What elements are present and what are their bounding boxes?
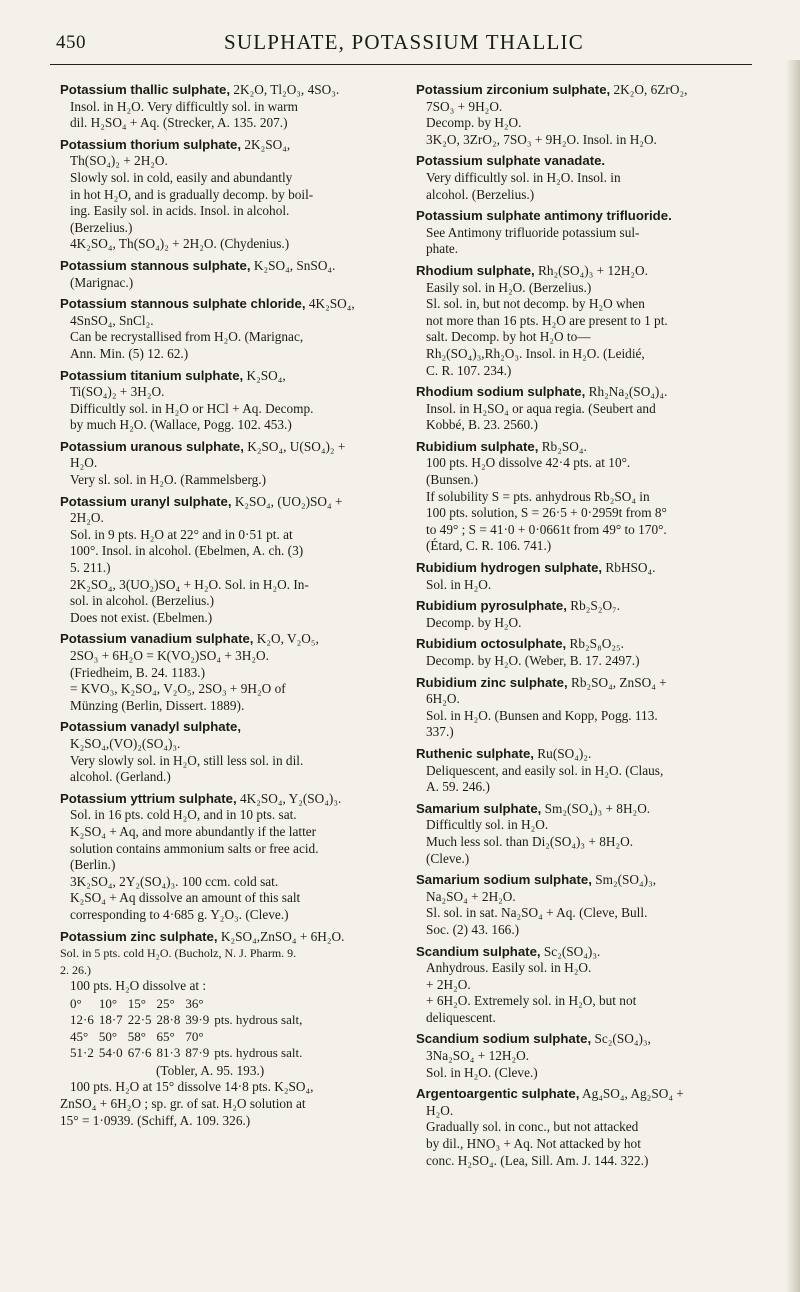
table-cell: 10° bbox=[98, 995, 118, 1011]
entry-heading: Potassium vanadyl sulphate, bbox=[60, 719, 242, 735]
entry-text-line: (Étard, C. R. 106. 741.) bbox=[426, 538, 552, 554]
dictionary-entry bbox=[416, 263, 754, 379]
entry-text-line: 100°. Insol. in alcohol. (Ebelmen, A. ch. (3) bbox=[70, 543, 304, 559]
entry-text-line: Very sl. sol. in H₂O. (Rammelsberg.) bbox=[70, 472, 267, 488]
entry-first-line bbox=[416, 1031, 754, 1048]
entry-first-line bbox=[416, 1086, 754, 1103]
entry-text-line: See Antimony trifluoride potassium sul- bbox=[426, 224, 640, 240]
entry-formula: K₂SO₄, (UO₂)SO₄ + bbox=[234, 493, 343, 509]
entry-text-line: Sl. sol. in, but not decomp. by H₂O when bbox=[426, 296, 645, 312]
entry-first-line bbox=[60, 137, 398, 154]
entry-text-line: by much H₂O. (Wallace, Pogg. 102. 453.) bbox=[70, 417, 292, 433]
entry-text-line: conc. H₂SO₄. (Lea, Sill. Am. J. 144. 322.) bbox=[426, 1152, 649, 1168]
entry-text-line: alcohol. (Gerland.) bbox=[70, 769, 171, 785]
entry-text-line: by dil., HNO₃ + Aq. Not attacked by hot bbox=[426, 1136, 641, 1152]
dictionary-entry bbox=[60, 494, 398, 627]
entry-first-line bbox=[60, 719, 398, 736]
dictionary-entry bbox=[60, 137, 398, 253]
entry-heading: Potassium zirconium sulphate, bbox=[416, 82, 611, 97]
entry-heading: Rhodium sulphate, bbox=[416, 262, 535, 278]
entry-text-line: 15° = 1·0939. (Schiff, A. 109. 326.) bbox=[60, 1112, 251, 1128]
entry-formula: K₂SO₄,ZnSO₄ + 6H₂O. bbox=[220, 928, 345, 944]
entry-text-line: alcohol. (Berzelius.) bbox=[426, 186, 535, 202]
entry-text-line: 100 pts. solution, S = 26·5 + 0·2959t from 8° bbox=[426, 505, 667, 521]
entry-first-line bbox=[416, 263, 754, 280]
entry-text-line: 3K₂SO₄, 2Y₂(SO₄)₃. 100 ccm. cold sat. bbox=[70, 873, 279, 889]
dictionary-entry bbox=[416, 82, 754, 148]
entry-text-line: C. R. 107. 234.) bbox=[426, 362, 512, 378]
entry-formula: Rb₂S₂O₇. bbox=[570, 598, 621, 614]
running-title: SULPHATE, POTASSIUM THALLIC bbox=[224, 30, 584, 54]
dictionary-entry bbox=[416, 636, 754, 669]
dictionary-entry bbox=[416, 560, 754, 593]
entry-text-line: 5. 211.) bbox=[70, 560, 111, 576]
entry-heading: Potassium uranyl sulphate, bbox=[60, 493, 232, 509]
entry-text-line: H₂O. bbox=[426, 1102, 454, 1118]
entry-text-line: phate. bbox=[426, 241, 459, 257]
entry-heading: Potassium sulphate vanadate. bbox=[416, 153, 606, 169]
entry-heading: Potassium stannous sulphate, bbox=[60, 257, 251, 273]
entry-text-line: Very difficultly sol. in H₂O. Insol. in bbox=[426, 169, 621, 185]
dictionary-entry bbox=[60, 929, 398, 1130]
entry-text-line: (Friedheim, B. 24. 1183.) bbox=[70, 664, 206, 680]
entry-text-line: 4K₂SO₄, Th(SO₄)₂ + 2H₂O. (Chydenius.) bbox=[70, 236, 290, 252]
entry-text-line: (Marignac.) bbox=[70, 274, 134, 290]
entry-text-line: K₂SO₄ + Aq dissolve an amount of this salt bbox=[70, 890, 301, 906]
entry-formula: Rb₂S₈O₂₅. bbox=[569, 636, 624, 652]
table-cell: 39·9 bbox=[185, 1012, 210, 1028]
entry-formula: 2K₂SO₄, bbox=[244, 136, 291, 152]
entry-text-line: 2H₂O. bbox=[70, 510, 104, 526]
page-edge-shadow bbox=[786, 60, 800, 1292]
page-header bbox=[56, 18, 752, 58]
entry-first-line bbox=[60, 631, 398, 648]
entry-first-line bbox=[416, 560, 754, 577]
entry-first-line bbox=[60, 368, 398, 385]
entry-text-line: to 49° ; S = 41·0 + 0·0661t from 49° to 170°. bbox=[426, 521, 667, 537]
table-cell bbox=[214, 1029, 307, 1046]
table-cell: 45° bbox=[70, 1028, 89, 1044]
table-source: (Tobler, A. 95. 193.) bbox=[156, 1062, 265, 1078]
entry-text-line: 100 pts. H₂O dissolve at : bbox=[70, 978, 207, 994]
entry-first-line bbox=[416, 944, 754, 961]
table-row bbox=[60, 1045, 307, 1062]
entry-text-line: (Bunsen.) bbox=[426, 472, 479, 488]
entry-text-line: 2K₂SO₄, 3(UO₂)SO₄ + H₂O. Sol. in H₂O. In- bbox=[70, 576, 309, 592]
entry-formula: K₂SO₄, bbox=[246, 367, 286, 383]
table-row bbox=[60, 1029, 307, 1046]
table-cell: 18·7 bbox=[98, 1012, 123, 1028]
entry-formula: RbHSO₄. bbox=[605, 560, 656, 576]
entry-text-line: Th(SO₄)₂ + 2H₂O. bbox=[70, 153, 168, 169]
entry-first-line bbox=[416, 636, 754, 653]
entry-heading: Potassium thorium sulphate, bbox=[60, 136, 241, 152]
table-cell bbox=[214, 996, 307, 1013]
entry-heading: Samarium sulphate, bbox=[416, 800, 542, 816]
entry-text-line: Deliquescent, and easily sol. in H₂O. (Claus, bbox=[426, 762, 664, 778]
table-cell: 81·3 bbox=[156, 1045, 181, 1061]
entry-text-line: 3K₂O, 3ZrO₂, 7SO₃ + 9H₂O. Insol. in H₂O. bbox=[426, 131, 657, 147]
entry-text-line: Slowly sol. in cold, easily and abundantly bbox=[70, 169, 293, 185]
table-row bbox=[60, 1012, 307, 1029]
header-rule bbox=[50, 64, 752, 65]
left-column bbox=[60, 82, 398, 1134]
entry-text-line: Sol. in 16 pts. cold H₂O, and in 10 pts. sat. bbox=[70, 807, 297, 823]
dictionary-entry bbox=[60, 631, 398, 714]
dictionary-entry bbox=[416, 746, 754, 796]
entry-text-line: Sol. in 9 pts. H₂O at 22° and in 0·51 pt. at bbox=[70, 526, 293, 542]
table-cell: 15° bbox=[127, 995, 146, 1011]
entry-heading: Potassium stannous sulphate chloride, bbox=[60, 296, 306, 312]
entry-formula: Rb₂SO₄. bbox=[541, 438, 587, 454]
entry-text-line: A. 59. 246.) bbox=[426, 779, 490, 795]
dictionary-entry bbox=[60, 296, 398, 362]
entry-text-line: not more than 16 pts. H₂O are present to 1 pt. bbox=[426, 312, 668, 328]
entry-text-line: Much less sol. than Di₂(SO₄)₃ + 8H₂O. bbox=[426, 833, 634, 849]
entry-first-line bbox=[416, 82, 754, 99]
entry-heading: Rubidium hydrogen sulphate, bbox=[416, 560, 603, 576]
entry-text-line: Decomp. by H₂O. bbox=[426, 115, 522, 131]
entry-text-line: sol. in alcohol. (Berzelius.) bbox=[70, 593, 215, 609]
entry-formula: Sm₂(SO₄)₃ + 8H₂O. bbox=[544, 800, 651, 816]
entry-text-line: Soc. (2) 43. 166.) bbox=[426, 921, 520, 937]
entry-text-line: K₂SO₄,(VO)₂(SO₄)₃. bbox=[70, 735, 181, 751]
table-cell: 58° bbox=[127, 1028, 146, 1044]
entry-text-line: Ti(SO₄)₂ + 3H₂O. bbox=[70, 384, 165, 400]
entry-heading: Rubidium octosulphate, bbox=[416, 636, 567, 652]
entry-formula: 4K₂SO₄, bbox=[308, 296, 355, 312]
table-cell: 65° bbox=[156, 1028, 175, 1044]
entry-text-line: 100 pts. H₂O at 15° dissolve 14·8 pts. K₂SO₄, bbox=[70, 1079, 314, 1095]
entry-text-line: 2SO₃ + 6H₂O = K(VO₂)SO₄ + 3H₂O. bbox=[70, 648, 269, 663]
entry-heading: Rubidium zinc sulphate, bbox=[416, 674, 568, 690]
entry-formula: K₂O, V₂O₅, bbox=[256, 631, 319, 647]
entry-text-line: (Cleve.) bbox=[426, 850, 470, 866]
entry-formula: Ag₄SO₄, Ag₂SO₄ + bbox=[582, 1086, 684, 1102]
table-cell: 70° bbox=[185, 1028, 204, 1044]
entry-text-line: Anhydrous. Easily sol. in H₂O. bbox=[426, 960, 592, 976]
entry-first-line bbox=[60, 258, 398, 275]
entry-first-line bbox=[416, 598, 754, 615]
entry-text-line: Gradually sol. in conc., but not attacked bbox=[426, 1119, 639, 1135]
entry-first-line bbox=[60, 929, 398, 946]
entry-heading: Rhodium sodium sulphate, bbox=[416, 384, 586, 400]
entry-heading: Potassium sulphate antimony trifluoride. bbox=[416, 208, 672, 224]
entry-first-line bbox=[60, 439, 398, 456]
entry-formula: Sc₂(SO₄)₃, bbox=[594, 1031, 651, 1047]
dictionary-entry bbox=[416, 872, 754, 938]
entry-text-line: 7SO₃ + 9H₂O. bbox=[426, 98, 503, 114]
entry-text-line: (Berlin.) bbox=[70, 857, 116, 873]
entry-first-line bbox=[416, 801, 754, 818]
entry-text-line: K₂SO₄ + Aq, and more abundantly if the latter bbox=[70, 823, 317, 839]
dictionary-entry bbox=[416, 944, 754, 1027]
entry-text-line: Na₂SO₄ + 2H₂O. bbox=[426, 888, 516, 904]
entry-first-line bbox=[60, 494, 398, 511]
entry-heading: Scandium sulphate, bbox=[416, 943, 541, 959]
entry-first-line bbox=[416, 872, 754, 889]
dictionary-entry bbox=[416, 153, 754, 203]
entry-heading: Potassium titanium sulphate, bbox=[60, 367, 244, 383]
table-cell: 50° bbox=[98, 1028, 118, 1044]
right-column bbox=[416, 82, 754, 1174]
dictionary-entry bbox=[416, 1031, 754, 1081]
page-number: 450 bbox=[56, 32, 86, 53]
entry-first-line bbox=[60, 791, 398, 808]
entry-first-line bbox=[416, 208, 754, 225]
entry-text-line: Does not exist. (Ebelmen.) bbox=[70, 609, 213, 625]
table-cell: pts. hydrous salt, bbox=[214, 1012, 303, 1028]
entry-text-line: ZnSO₄ + 6H₂O ; sp. gr. of sat. H₂O solution at bbox=[60, 1096, 306, 1112]
dictionary-entry bbox=[416, 208, 754, 258]
entry-formula: 2K₂O, 6ZrO₂, bbox=[613, 82, 688, 97]
entry-first-line bbox=[416, 384, 754, 401]
entry-text-line: deliquescent. bbox=[426, 1009, 496, 1025]
table-cell: 51·2 bbox=[70, 1045, 94, 1061]
entry-text-line: Decomp. by H₂O. (Weber, B. 17. 2497.) bbox=[426, 653, 640, 668]
table-cell: 25° bbox=[156, 995, 175, 1011]
entry-formula: K₂SO₄, SnSO₄. bbox=[253, 257, 336, 273]
table-row bbox=[60, 996, 307, 1013]
entry-first-line bbox=[416, 675, 754, 692]
entry-heading: Argentoargentic sulphate, bbox=[416, 1086, 580, 1102]
entry-text-line: ing. Easily sol. in acids. Insol. in alcohol. bbox=[70, 203, 290, 219]
entry-formula: Rh₂Na₂(SO₄)₄. bbox=[588, 384, 668, 400]
entry-text-line: Insol. in H₂O. Very difficultly sol. in warm bbox=[70, 98, 298, 114]
entry-text-line: Ann. Min. (5) 12. 62.) bbox=[70, 345, 189, 361]
entry-heading: Potassium uranous sulphate, bbox=[60, 438, 244, 454]
table-cell: 28·8 bbox=[156, 1012, 181, 1028]
table-cell: 0° bbox=[70, 995, 82, 1011]
entry-text-line: = KVO₃, K₂SO₄, V₂O₅, 2SO₃ + 9H₂O of bbox=[70, 681, 286, 697]
table-cell: pts. hydrous salt. bbox=[214, 1045, 303, 1061]
table-cell: 22·5 bbox=[127, 1012, 152, 1028]
entry-formula: Ru(SO₄)₂. bbox=[537, 745, 592, 761]
dictionary-entry bbox=[416, 675, 754, 741]
entry-text-line: 337.) bbox=[426, 724, 454, 740]
entry-text-line: Difficultly sol. in H₂O or HCl + Aq. Decomp. bbox=[70, 400, 314, 416]
entry-text-line: corresponding to 4·685 g. Y₂O₃. (Cleve.) bbox=[70, 906, 289, 922]
entry-text-line: Rh₂(SO₄)₃,Rh₂O₃. Insol. in H₂O. (Leidié, bbox=[426, 345, 645, 361]
entry-formula: Sc₂(SO₄)₃. bbox=[543, 943, 601, 959]
entry-text-line: 6H₂O. bbox=[426, 691, 460, 707]
entry-heading: Potassium vanadium sulphate, bbox=[60, 631, 254, 647]
entry-heading: Samarium sodium sulphate, bbox=[416, 872, 592, 888]
dictionary-entry bbox=[60, 82, 398, 132]
entry-text-line: Easily sol. in H₂O. (Berzelius.) bbox=[426, 279, 592, 295]
entry-text-line: in hot H₂O, and is gradually decomp. by boil- bbox=[70, 186, 314, 202]
entry-text-line: Sl. sol. in sat. Na₂SO₄ + Aq. (Cleve, Bull. bbox=[426, 905, 648, 921]
entry-text-line: (Berzelius.) bbox=[70, 219, 133, 235]
table-cell: 54·0 bbox=[98, 1045, 123, 1061]
dictionary-entry bbox=[60, 439, 398, 489]
dictionary-entry bbox=[416, 439, 754, 555]
dictionary-entry bbox=[416, 384, 754, 434]
entry-heading: Ruthenic sulphate, bbox=[416, 745, 534, 761]
dictionary-entry bbox=[416, 1086, 754, 1169]
entry-text-line: solution contains ammonium salts or free acid. bbox=[70, 840, 319, 856]
table-cell: 12·6 bbox=[70, 1012, 94, 1028]
entry-text-line: H₂O. bbox=[70, 455, 98, 471]
entry-text-line: Decomp. by H₂O. bbox=[426, 614, 522, 630]
entry-heading: Scandium sodium sulphate, bbox=[416, 1031, 592, 1047]
entry-text-line: Difficultly sol. in H₂O. bbox=[426, 817, 549, 833]
entry-text-line: Insol. in H₂SO₄ or aqua regia. (Seubert and bbox=[426, 400, 656, 416]
entry-first-line bbox=[416, 439, 754, 456]
dictionary-entry bbox=[60, 258, 398, 291]
entry-heading: Potassium yttrium sulphate, bbox=[60, 790, 237, 806]
entry-heading: Rubidium sulphate, bbox=[416, 438, 539, 454]
entry-heading: Rubidium pyrosulphate, bbox=[416, 598, 567, 614]
entry-text-line: Sol. in H₂O. (Cleve.) bbox=[426, 1064, 538, 1080]
entry-text-line: dil. H₂SO₄ + Aq. (Strecker, A. 135. 207.) bbox=[70, 115, 288, 131]
entry-first-line bbox=[60, 82, 398, 99]
dictionary-entry bbox=[60, 719, 398, 785]
table-cell: 36° bbox=[185, 995, 204, 1011]
entry-heading: Potassium thallic sulphate, bbox=[60, 82, 231, 97]
entry-text-line: Kobbé, B. 23. 2560.) bbox=[426, 417, 538, 433]
entry-text-line: + 2H₂O. bbox=[426, 976, 471, 992]
entry-formula: Sm₂(SO₄)₃, bbox=[595, 872, 657, 888]
entry-formula: K₂SO₄, U(SO₄)₂ + bbox=[247, 438, 346, 454]
dictionary-entry bbox=[416, 598, 754, 631]
entry-text-line: Sol. in H₂O. (Bunsen and Kopp, Pogg. 113. bbox=[426, 707, 658, 723]
entry-text-line: Münzing (Berlin, Dissert. 1889). bbox=[70, 697, 245, 713]
entry-text-line: Can be recrystallised from H₂O. (Marignac, bbox=[70, 329, 304, 345]
table-cell: 67·6 bbox=[127, 1045, 152, 1061]
entry-first-line bbox=[416, 153, 754, 170]
dictionary-entry bbox=[60, 791, 398, 924]
entry-text-line: 100 pts. H₂O dissolve 42·4 pts. at 10°. bbox=[426, 455, 631, 471]
entry-formula: Rh₂(SO₄)₃ + 12H₂O. bbox=[538, 262, 648, 278]
entry-formula: 4K₂SO₄, Y₂(SO₄)₃. bbox=[239, 790, 342, 806]
entry-text-line: 3Na₂SO₄ + 12H₂O. bbox=[426, 1048, 530, 1064]
entry-text-line: If solubility S = pts. anhydrous Rb₂SO₄ in bbox=[426, 488, 650, 504]
entry-text-line: 4SnSO₄, SnCl₂. bbox=[70, 312, 154, 328]
entry-text-line: + 6H₂O. Extremely sol. in H₂O, but not bbox=[426, 993, 637, 1009]
entry-heading: Potassium zinc sulphate, bbox=[60, 928, 218, 944]
dictionary-entry bbox=[60, 368, 398, 434]
dictionary-entry bbox=[416, 801, 754, 867]
solubility-table bbox=[60, 996, 307, 1062]
entry-formula: 2K₂O, Tl₂O₃, 4SO₃. bbox=[233, 82, 340, 97]
entry-first-line bbox=[60, 296, 398, 313]
entry-formula: Rb₂SO₄, ZnSO₄ + bbox=[571, 674, 667, 690]
entry-text-line: 2. 26.) bbox=[60, 962, 91, 977]
entry-text-line: salt. Decomp. by hot H₂O to— bbox=[426, 329, 591, 345]
entry-text-line: Sol. in 5 pts. cold H₂O. (Bucholz, N. J. Pharm. 9. bbox=[60, 946, 297, 961]
entry-text-line: Very slowly sol. in H₂O, still less sol. in dil. bbox=[70, 752, 304, 768]
entry-text-line: Sol. in H₂O. bbox=[426, 576, 492, 592]
table-cell: 87·9 bbox=[185, 1045, 210, 1061]
entry-first-line bbox=[416, 746, 754, 763]
